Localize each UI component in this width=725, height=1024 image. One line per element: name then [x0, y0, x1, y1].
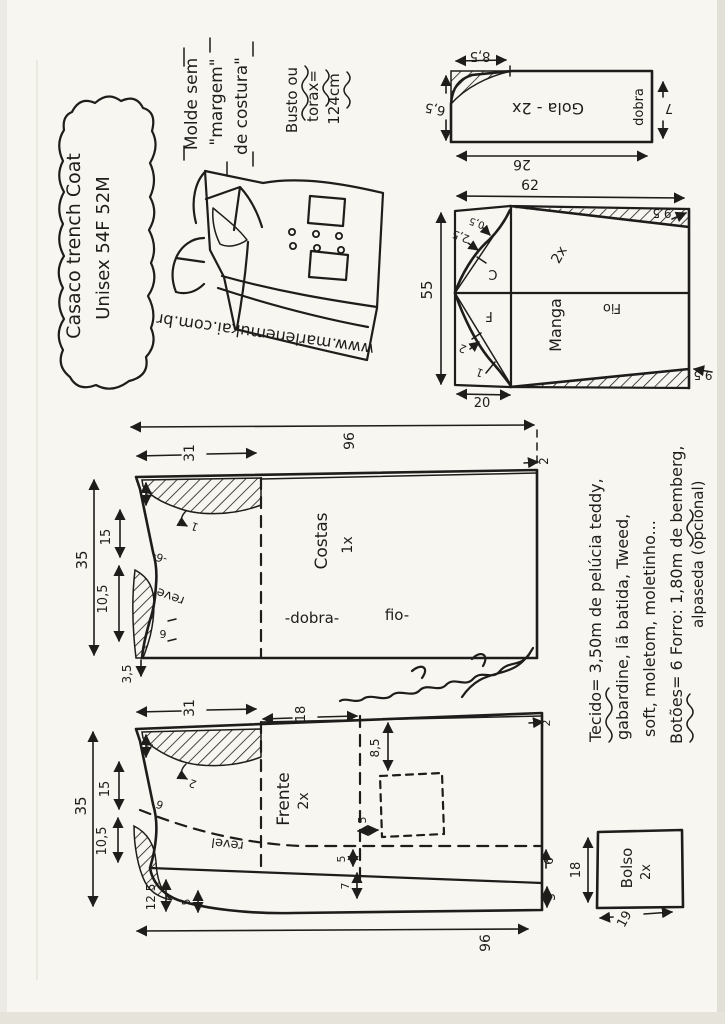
back-curve-b: 0,5: [467, 214, 487, 231]
costas-hem-flare: 2: [537, 457, 551, 465]
frente-length: 96: [478, 934, 494, 952]
dim-line: [137, 711, 181, 712]
frente-shoulder: 15: [98, 780, 113, 798]
costas-fold-label: -dobra-: [284, 609, 340, 627]
frente-top-corner: 2: [540, 719, 553, 727]
dim-line: [263, 718, 292, 719]
manga-slant-top: 9,5: [652, 206, 672, 220]
frente-panel-width: 18: [294, 705, 309, 723]
scan-edge-bottom: [0, 1012, 725, 1024]
materials-line-4: Botões= 6 Forro: 1,80m de bemberg,: [667, 445, 686, 744]
costas-facing-width: 4: [145, 490, 156, 498]
frente-facing-label: revel: [210, 834, 245, 853]
costas-facing-curve: 1: [189, 518, 201, 534]
dim-line: [207, 709, 256, 710]
materials-line-1: Tecido= 3,50m de pelúcia teddy,: [586, 478, 605, 742]
back-letter: C: [488, 266, 498, 281]
dim-line: [457, 394, 510, 395]
frente-hem-a: 6: [542, 857, 556, 865]
dim-line: [207, 453, 256, 454]
frente-neck-small: 5: [180, 898, 193, 906]
dim-line: [358, 830, 378, 831]
bust-line-2: torax=: [304, 70, 322, 122]
seam-note-line-1: Molde sem: [182, 57, 202, 151]
costas-length: 96: [342, 432, 358, 450]
dim-line: [318, 716, 357, 717]
bolso-width: 19: [614, 908, 636, 931]
title-line-2: Unisex 54F 52M: [93, 176, 114, 320]
costas-armhole: 10,5: [96, 584, 111, 614]
costas-curve-depth: 6: [159, 627, 167, 640]
materials-line-3: soft, moletom, moletinho...: [640, 520, 659, 737]
bolso-label: Bolso: [618, 847, 636, 889]
scan-edge-left2: [0, 0, 7, 1024]
costas-height: 35: [73, 550, 91, 570]
manga-length: 62: [521, 178, 539, 194]
manga-quantity: 2x: [548, 243, 571, 267]
frente-top-width: 31: [182, 699, 198, 717]
front-curve-b: 1: [474, 364, 486, 380]
dim-line: [600, 917, 613, 918]
frente-armhole: 10,5: [95, 826, 110, 856]
frente-facing-curve: 2: [187, 775, 199, 791]
bust-line-3: 124cm: [325, 73, 343, 125]
manga-slant-bottom: 9,5: [693, 368, 713, 382]
frente-neck-curve: 6: [154, 796, 166, 812]
costas-top-width: 31: [182, 444, 198, 462]
frente-height: 35: [72, 796, 90, 816]
manga-width: 55: [418, 280, 436, 300]
gola-front-height: 6,5: [423, 98, 447, 118]
costas-neck-curve: -6-: [150, 548, 170, 566]
seam-note-line-2: "margem": [207, 58, 227, 146]
dim-line: [137, 455, 181, 456]
website-url: www.marlenemukai.com.br: [155, 309, 376, 360]
gola-corner-width: 8,5: [469, 48, 491, 63]
manga-label: Manga: [546, 298, 565, 352]
costas-label: Costas: [312, 512, 332, 570]
gola-width: 26: [513, 156, 531, 172]
back-curve-a: 2,5: [450, 227, 472, 246]
manga-grain-label: Fio: [602, 300, 622, 315]
dim-arrow: [524, 462, 538, 463]
frente-pocket-side: 5: [356, 816, 369, 824]
gola-fold-label: dobra: [632, 88, 647, 126]
bolso-height: 18: [569, 861, 584, 879]
gola-label: Gola - 2x: [511, 99, 585, 118]
frente-label: Frente: [274, 772, 294, 826]
title-line-1: Casaco trench Coat: [63, 153, 85, 339]
frente-neck-width: 12,5: [144, 883, 158, 911]
bust-line-1: Busto ou: [283, 66, 301, 134]
costas-shoulder: 15: [99, 528, 114, 546]
frente-facing-width: 4: [145, 742, 156, 750]
costas-grain-label: fio-: [384, 606, 410, 624]
costas-facing-label: revel: [151, 582, 187, 608]
frente-placket-b: 7: [339, 882, 352, 890]
frente-hem-b: 3: [544, 893, 558, 901]
front-curve-a: 2: [457, 340, 469, 356]
gola-band-height: 7: [664, 100, 674, 115]
materials-line-2: gabardine, lã batida, Tweed,: [613, 513, 632, 740]
manga-cap-depth: 20: [473, 396, 491, 411]
costas-quantity: 1x: [340, 536, 356, 554]
front-letter: F: [485, 308, 493, 323]
costas-hem-extension: 3,5: [120, 664, 134, 684]
frente-quantity: 2x: [296, 792, 312, 810]
scan-edge-right: [717, 0, 725, 1024]
seam-note-line-3: de costura": [232, 57, 252, 155]
bolso-quantity: 2x: [639, 864, 654, 880]
frente-pocket-drop: 8,5: [368, 738, 382, 758]
frente-placket-a: 5: [335, 855, 348, 863]
materials-line-5: alpaseda (opcional): [689, 480, 707, 628]
